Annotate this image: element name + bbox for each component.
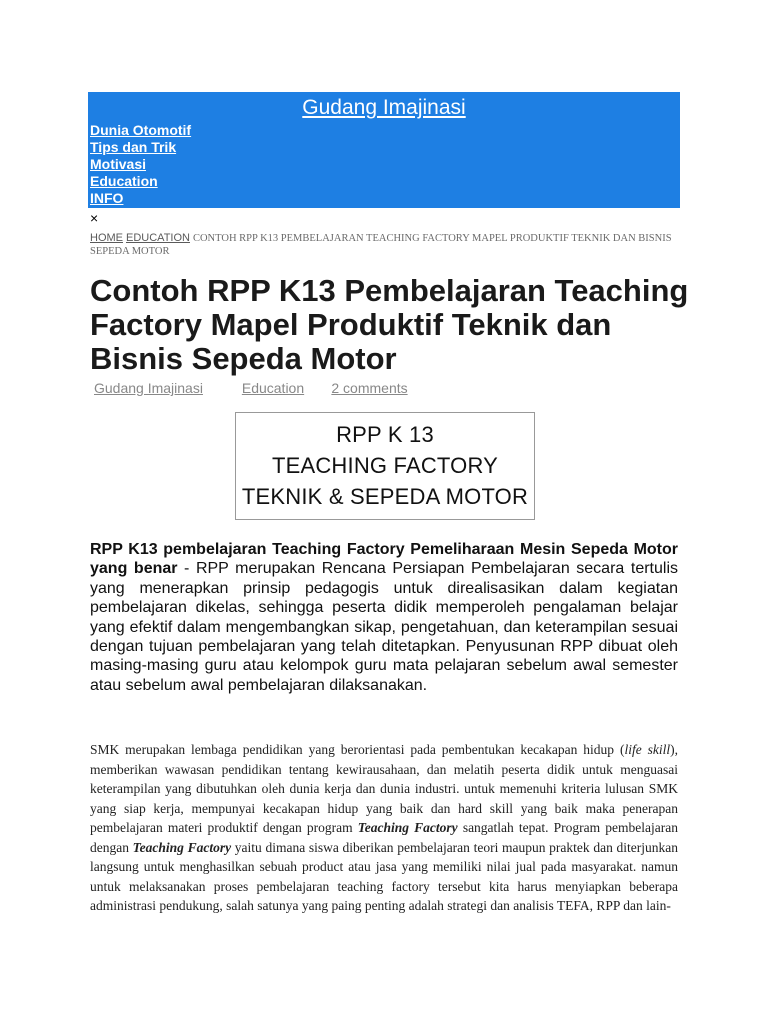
breadcrumb-home-link[interactable]: HOME bbox=[90, 232, 123, 244]
banner-line-3: TEKNIK & SEPEDA MOTOR bbox=[241, 484, 529, 509]
banner-line-2: TEACHING FACTORY bbox=[271, 453, 499, 478]
nav-label[interactable]: INFO bbox=[90, 190, 124, 206]
post-author-link[interactable]: Gudang Imajinasi bbox=[94, 380, 203, 396]
intro-paragraph bbox=[90, 540, 678, 695]
post-meta bbox=[94, 380, 408, 396]
intro-rest: - RPP merupakan Rencana Persiapan Pembelajaran secara tertulis yang menerapkan prinsip pedagogis untuk direalisasikan dalam kegiatan pembelajaran dikelas, sehingga peserta didik memperoleh pengalaman belajar yang efektif dalam mengembangkan sikap, pengetahuan, dan keterampilan sesuai dengan tujuan pembelajaran yang telah ditetapkan. Penyusunan RPP dibuat oleh masing-masing guru atau kelompok guru mata pelajaran sebelum awal semester atau sebelum awal pembelajaran dilaksanakan. bbox=[90, 560, 678, 694]
intro-lead: RPP K13 pembelajaran Teaching Factory Pemeliharaan Mesin Sepeda Motor yang benar bbox=[90, 541, 678, 578]
nav-label[interactable]: Dunia Otomotif bbox=[90, 122, 192, 138]
nav-item-motivasi[interactable] bbox=[66, 156, 191, 173]
body-text-2: ), memberikan wawasan pendidikan tentang kewirausahaan, dan melatih peserta didik untuk menguasai keterampilan yang dibutuhkan oleh dunia kerja dan dunia industri. untuk memenuhi kriteria lulusan SMK yang siap kerja, mempunyai kecakapan hidup yang baik dan hard skill yang baik maka penerapan pembelajaran materi produktif dengan program bbox=[90, 742, 678, 835]
body-text-1: SMK merupakan lembaga pendidikan yang berorientasi pada pembentukan kecakapan hidup ( bbox=[90, 742, 625, 757]
nav-item-education[interactable] bbox=[66, 173, 191, 190]
nav-item-tips-dan-trik[interactable] bbox=[66, 139, 191, 156]
body-teaching-factory-1: Teaching Factory bbox=[357, 820, 458, 835]
main-nav bbox=[66, 122, 191, 207]
body-paragraph bbox=[90, 740, 678, 916]
nav-item-dunia-otomotif[interactable] bbox=[66, 122, 191, 139]
bullet-icon: • bbox=[66, 192, 71, 206]
post-title: Contoh RPP K13 Pembelajaran Teaching Factory Mapel Produktif Teknik dan Bisnis Sepeda Motor bbox=[90, 273, 689, 376]
bullet-icon: • bbox=[66, 124, 71, 138]
breadcrumb-current: CONTOH RPP K13 PEMBELAJARAN TEACHING FACTORY MAPEL PRODUKTIF TEKNIK DAN BISNIS SEPEDA MOTOR bbox=[90, 233, 672, 257]
nav-label[interactable]: Tips dan Trik bbox=[90, 139, 177, 155]
post-category-link[interactable]: Education bbox=[241, 380, 305, 396]
body-life-skill: life skill bbox=[624, 742, 671, 757]
featured-image bbox=[235, 412, 535, 520]
banner-line-1: RPP K 13 bbox=[336, 422, 434, 447]
nav-label[interactable]: Motivasi bbox=[90, 156, 147, 172]
bullet-icon: • bbox=[66, 175, 71, 189]
body-text-4: yaitu dimana siswa diberikan pembelajaran teori maupun praktek dan diterjunkan langsung untuk menghasilkan sebuah product atau jasa yang memiliki nilai jual pada masyarakat. namun untuk melaksanakan proses pembelajaran teaching factory tersebut kita harus menyiapkan beberapa administrasi pendukung, salah satunya yang paing penting adalah strategi dan analisis TEFA, RPP dan lain- bbox=[90, 839, 678, 913]
body-text-3: sangatlah tepat. Program pembelajaran dengan bbox=[90, 820, 678, 855]
bullet-icon: • bbox=[66, 158, 71, 172]
post-comments-link[interactable]: 2 comments bbox=[331, 380, 408, 396]
close-icon[interactable]: × bbox=[90, 210, 99, 226]
nav-item-info[interactable] bbox=[66, 190, 191, 207]
breadcrumb bbox=[90, 232, 690, 258]
body-teaching-factory-2: Teaching Factory bbox=[132, 839, 232, 855]
breadcrumb-category-link[interactable]: EDUCATION bbox=[126, 232, 190, 244]
nav-label[interactable]: Education bbox=[90, 173, 158, 189]
bullet-icon: • bbox=[66, 141, 71, 155]
site-title-link[interactable]: Gudang Imajinasi bbox=[302, 96, 466, 119]
